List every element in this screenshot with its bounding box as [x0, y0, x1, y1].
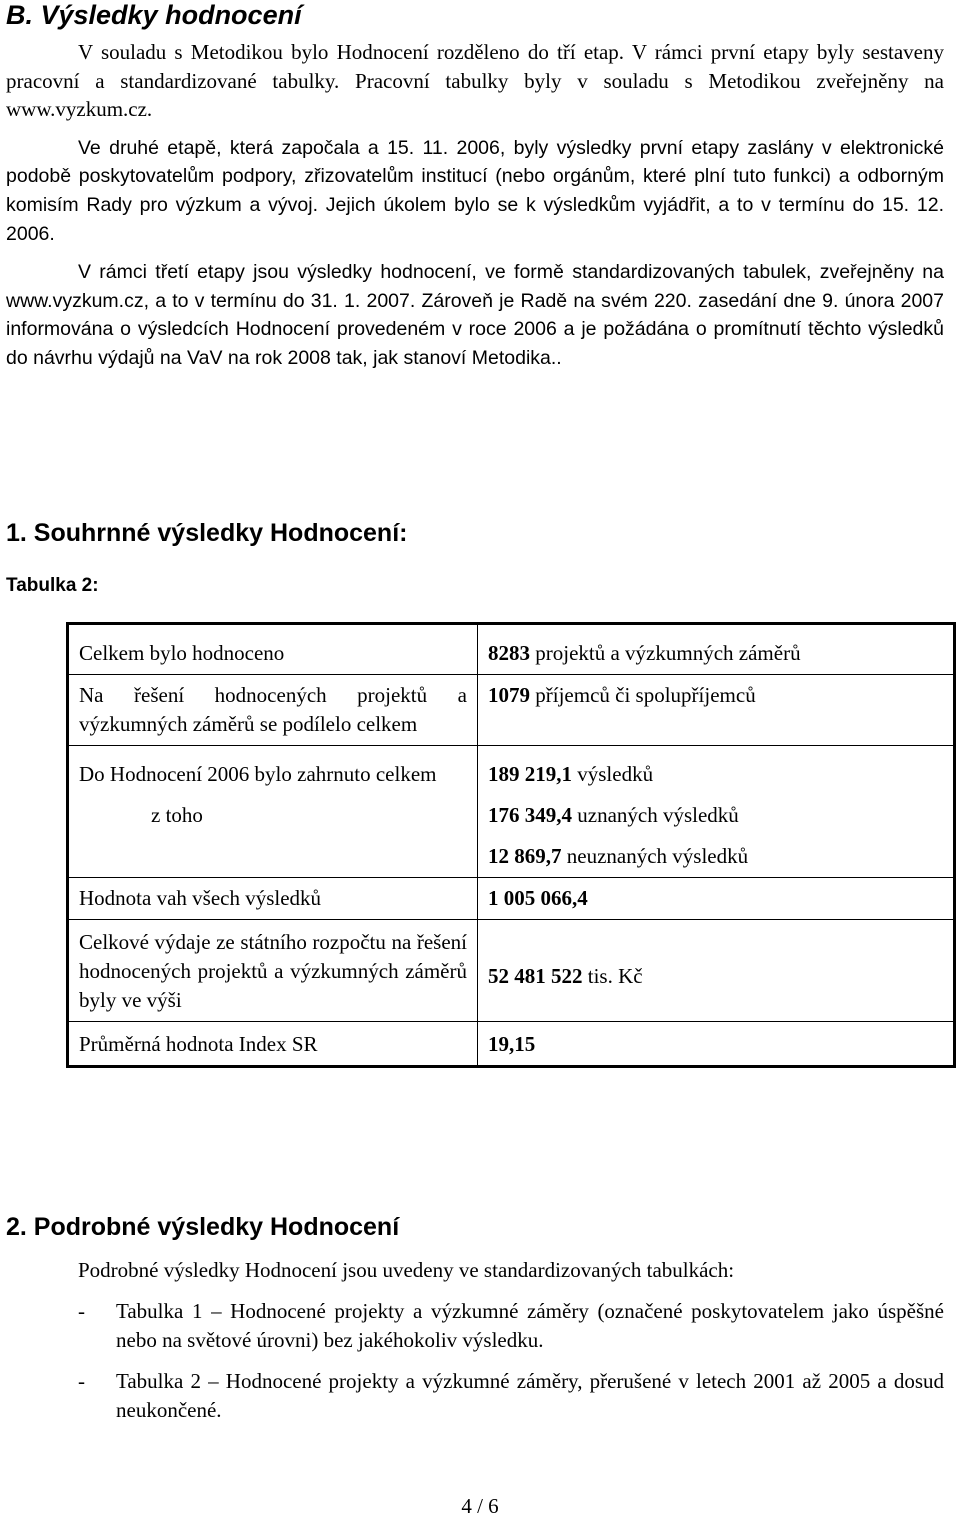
row-value: 1 005 066,4 [478, 878, 955, 920]
page-number: 4 / 6 [461, 1494, 499, 1518]
row-value: 8283 projektů a výzkumných záměrů [478, 624, 955, 675]
list-dash: - [78, 1369, 85, 1393]
row-value: 1079 příjemců či spolupříjemců [478, 675, 955, 746]
section-2-title: 2. Podrobné výsledky Hodnocení [6, 1213, 400, 1241]
row-value: 52 481 522 tis. Kč [478, 920, 955, 1022]
list-item-text: Tabulka 1 – Hodnocené projekty a výzkumné záměry (označené poskytovatelem jako úspěšné nebo na světové úrovni) bez jakéhokoliv výsledku. [116, 1299, 944, 1352]
intro-text [6, 38, 944, 383]
table-label: Tabulka 2: [6, 575, 99, 596]
intro-paragraph-3: V rámci třetí etapy jsou výsledky hodnocení, ve formě standardizovaných tabulek, zveřejněny na www.vyzkum.cz, a to v termínu do 31. 1. 2007. Zároveň je Radě na svém 220. zasedání dne 9. února 2007 informována o výsledcích Hodnocení provedeném v roce 2006 a je požádána o promítnutí těchto výsledků do návrhu výdajů na VaV na rok 2008 tak, jak stanoví Metodika.. [6, 261, 944, 369]
section-heading-b: B. Výsledky hodnocení [6, 0, 302, 30]
row-label: Do Hodnocení 2006 bylo zahrnuto celkem [68, 746, 478, 796]
table-row [68, 1022, 955, 1067]
row-label: Hodnota vah všech výsledků [68, 878, 478, 920]
row-label: z toho [68, 795, 478, 878]
row-label: Celkové výdaje ze státního rozpočtu na řešení hodnocených projektů a výzkumných záměrů byly ve výši [68, 920, 478, 1022]
table-list [78, 1297, 944, 1425]
intro-paragraph-2: Ve druhé etapě, která započala a 15. 11. 2006, byly výsledky první etapy zaslány v elektronické podobě poskytovatelům podpory, zřizovatelům institucí (nebo orgánům, které plní tuto funkci) a odborným komisím Rady pro výzkum a vývoj. Jejich úkolem bylo se k výsledkům vyjádřit, a to v termínu do 15. 12. 2006. [6, 136, 944, 245]
table-row [68, 675, 955, 746]
table-row [68, 795, 955, 878]
section-2-intro: Podrobné výsledky Hodnocení jsou uvedeny ve standardizovaných tabulkách: [78, 1258, 735, 1282]
table-row [68, 746, 955, 796]
row-value: 189 219,1 výsledků [488, 762, 654, 786]
list-item-text: Tabulka 2 – Hodnocené projekty a výzkumné záměry, přerušené v letech 2001 až 2005 a dosud neukončené. [116, 1369, 944, 1422]
section-1-title: 1. Souhrnné výsledky Hodnocení: [6, 519, 408, 547]
table-row [68, 878, 955, 920]
summary-table [66, 622, 956, 1068]
list-dash: - [78, 1299, 85, 1323]
row-label: Na řešení hodnocených projektů a výzkumných záměrů se podílelo celkem [68, 675, 478, 746]
row-label: Celkem bylo hodnoceno [68, 624, 478, 675]
row-value: 176 349,4 uznaných výsledků 12 869,7 neuznaných výsledků [478, 795, 955, 878]
section-2-body [78, 1256, 944, 1437]
table-row [68, 920, 955, 1022]
row-value: 19,15 [488, 1032, 536, 1056]
row-label: Průměrná hodnota Index SR [68, 1022, 478, 1067]
intro-paragraph-1: V souladu s Metodikou bylo Hodnocení rozděleno do tří etap. V rámci první etapy byly sestaveny pracovní a standardizované tabulky. Pracovní tabulky byly v souladu s Metodikou zveřejněny na www.vyzkum.cz. [6, 40, 944, 122]
table-row [68, 624, 955, 675]
list-item [78, 1367, 944, 1425]
list-item [78, 1297, 944, 1355]
